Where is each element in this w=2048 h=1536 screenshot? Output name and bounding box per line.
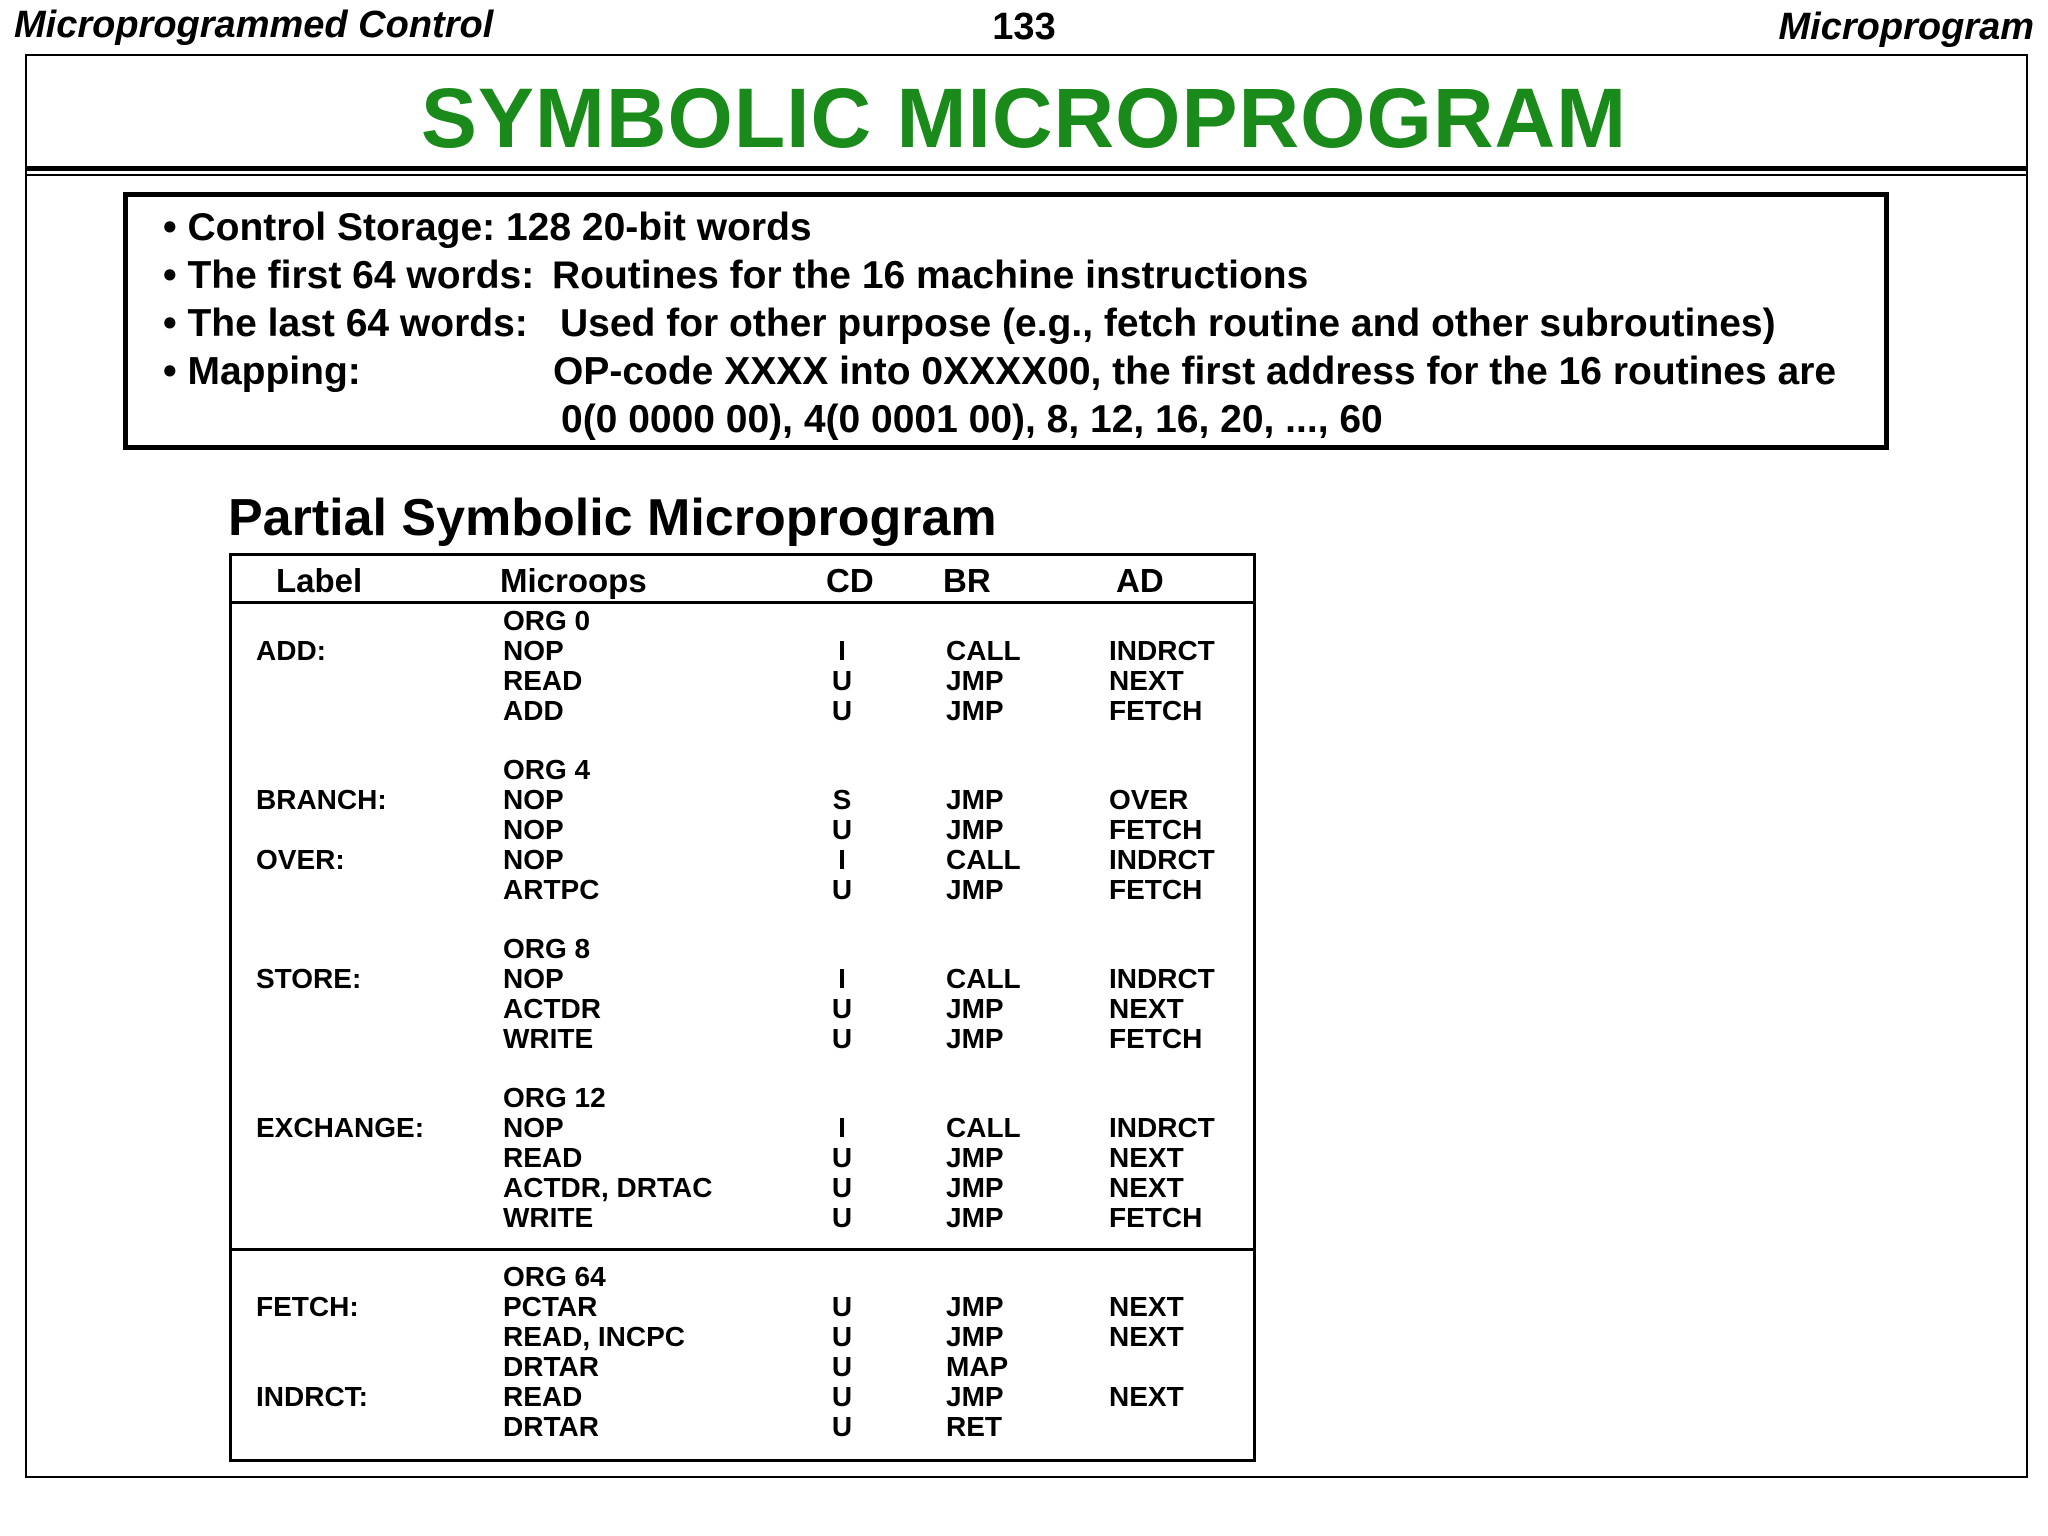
header-course-section: Microprogrammed Control bbox=[14, 4, 494, 46]
row-cd: U bbox=[831, 1381, 853, 1412]
row-cd: U bbox=[831, 1291, 853, 1322]
row-br: JMP bbox=[946, 1381, 1004, 1412]
row-ad: NEXT bbox=[1109, 1291, 1184, 1322]
row-br: JMP bbox=[946, 665, 1004, 696]
row-br: JMP bbox=[946, 874, 1004, 905]
row-ad: INDRCT bbox=[1109, 635, 1215, 666]
row-microops: NOP bbox=[503, 635, 564, 666]
row-br: JMP bbox=[946, 814, 1004, 845]
row-ad: NEXT bbox=[1109, 1381, 1184, 1412]
row-label: ADD: bbox=[256, 635, 326, 666]
row-ad: OVER bbox=[1109, 784, 1189, 815]
row-microops: ADD bbox=[503, 695, 564, 726]
row-cd: U bbox=[831, 665, 853, 696]
row-cd: U bbox=[831, 814, 853, 845]
row-cd: I bbox=[838, 1112, 846, 1143]
row-br: JMP bbox=[946, 1202, 1004, 1233]
row-cd: U bbox=[831, 1172, 853, 1203]
row-microops: ACTDR, DRTAC bbox=[503, 1172, 713, 1203]
row-ad: FETCH bbox=[1109, 874, 1203, 905]
row-cd: U bbox=[831, 993, 853, 1024]
header-divider bbox=[229, 601, 1256, 604]
bullet-text: Used for other purpose (e.g., fetch routine and other subroutines) bbox=[560, 302, 1776, 345]
slide-title: SYMBOLIC MICROPROGRAM bbox=[420, 71, 1628, 165]
row-microops: DRTAR bbox=[503, 1351, 599, 1382]
row-label: INDRCT: bbox=[256, 1381, 368, 1412]
bullet-text: 0(0 0000 00), 4(0 0001 00), 8, 12, 16, 20, ..., 60 bbox=[561, 398, 1383, 441]
microprogram-table bbox=[229, 553, 1256, 1462]
row-br: RET bbox=[946, 1411, 1002, 1442]
row-br: JMP bbox=[946, 993, 1004, 1024]
row-microops: ORG 0 bbox=[503, 605, 591, 636]
column-header-ad: AD bbox=[1116, 562, 1164, 599]
row-microops: NOP bbox=[503, 814, 564, 845]
row-ad: FETCH bbox=[1109, 695, 1203, 726]
row-br: JMP bbox=[946, 1023, 1004, 1054]
row-br: JMP bbox=[946, 695, 1004, 726]
row-label: BRANCH: bbox=[256, 784, 387, 815]
row-cd: U bbox=[831, 1023, 853, 1054]
row-microops: ORG 64 bbox=[503, 1261, 606, 1292]
row-microops: NOP bbox=[503, 963, 564, 994]
row-br: JMP bbox=[946, 784, 1004, 815]
bullet-label: • Control Storage: 128 20-bit words bbox=[163, 206, 812, 249]
row-microops: DRTAR bbox=[503, 1411, 599, 1442]
row-microops: READ, INCPC bbox=[503, 1321, 686, 1352]
title-rule-thin bbox=[25, 174, 2028, 176]
row-microops: READ bbox=[503, 1142, 583, 1173]
row-microops: READ bbox=[503, 665, 583, 696]
row-ad: NEXT bbox=[1109, 665, 1184, 696]
row-cd: U bbox=[831, 1142, 853, 1173]
column-header-microops: Microops bbox=[500, 562, 647, 599]
row-microops: PCTAR bbox=[503, 1291, 598, 1322]
row-label: STORE: bbox=[256, 963, 362, 994]
row-ad: FETCH bbox=[1109, 1023, 1203, 1054]
row-cd: U bbox=[831, 1321, 853, 1352]
row-br: CALL bbox=[946, 963, 1021, 994]
column-header-label: Label bbox=[276, 562, 363, 599]
row-br: JMP bbox=[946, 1172, 1004, 1203]
bullet-label: • Mapping: bbox=[163, 350, 361, 393]
bullet-text: OP-code XXXX into 0XXXX00, the first address for the 16 routines are bbox=[553, 350, 1837, 393]
row-cd: U bbox=[831, 1202, 853, 1233]
row-ad: INDRCT bbox=[1109, 963, 1215, 994]
row-microops: NOP bbox=[503, 844, 564, 875]
row-ad: INDRCT bbox=[1109, 1112, 1215, 1143]
row-cd: U bbox=[831, 695, 853, 726]
row-cd: I bbox=[838, 844, 846, 875]
row-ad: FETCH bbox=[1109, 1202, 1203, 1233]
bullet-label: • The last 64 words: bbox=[163, 302, 528, 345]
row-microops: NOP bbox=[503, 1112, 564, 1143]
title-rule-thick bbox=[25, 166, 2028, 171]
row-microops: NOP bbox=[503, 784, 564, 815]
row-br: JMP bbox=[946, 1291, 1004, 1322]
row-cd: I bbox=[838, 635, 846, 666]
row-br: CALL bbox=[946, 844, 1021, 875]
row-br: JMP bbox=[946, 1321, 1004, 1352]
table-title: Partial Symbolic Microprogram bbox=[228, 489, 997, 547]
row-label: EXCHANGE: bbox=[256, 1112, 425, 1143]
row-microops: ORG 4 bbox=[503, 754, 591, 785]
row-cd: U bbox=[831, 1411, 853, 1442]
row-microops: WRITE bbox=[503, 1202, 594, 1233]
column-header-br: BR bbox=[943, 562, 991, 599]
header-topic: Microprogram bbox=[1778, 6, 2034, 48]
column-header-cd: CD bbox=[826, 562, 874, 599]
row-label: FETCH: bbox=[256, 1291, 359, 1322]
row-microops: ORG 8 bbox=[503, 933, 591, 964]
row-br: JMP bbox=[946, 1142, 1004, 1173]
row-microops: ARTPC bbox=[503, 874, 600, 905]
bullet-text: Routines for the 16 machine instructions bbox=[552, 254, 1309, 297]
row-microops: WRITE bbox=[503, 1023, 594, 1054]
row-ad: NEXT bbox=[1109, 1321, 1184, 1352]
row-cd: U bbox=[831, 1351, 853, 1382]
row-br: CALL bbox=[946, 635, 1021, 666]
section-divider bbox=[229, 1248, 1256, 1251]
page-number: 133 bbox=[992, 6, 1056, 48]
row-ad: NEXT bbox=[1109, 1172, 1184, 1203]
row-ad: INDRCT bbox=[1109, 844, 1215, 875]
row-microops: READ bbox=[503, 1381, 583, 1412]
row-br: MAP bbox=[946, 1351, 1009, 1382]
bullet-label: • The first 64 words: bbox=[163, 254, 535, 297]
row-ad: NEXT bbox=[1109, 993, 1184, 1024]
row-microops: ACTDR bbox=[503, 993, 601, 1024]
row-cd: U bbox=[831, 874, 853, 905]
row-ad: FETCH bbox=[1109, 814, 1203, 845]
row-label: OVER: bbox=[256, 844, 345, 875]
row-cd: S bbox=[832, 784, 852, 815]
row-ad: NEXT bbox=[1109, 1142, 1184, 1173]
row-br: CALL bbox=[946, 1112, 1021, 1143]
row-cd: I bbox=[838, 963, 846, 994]
row-microops: ORG 12 bbox=[503, 1082, 606, 1113]
